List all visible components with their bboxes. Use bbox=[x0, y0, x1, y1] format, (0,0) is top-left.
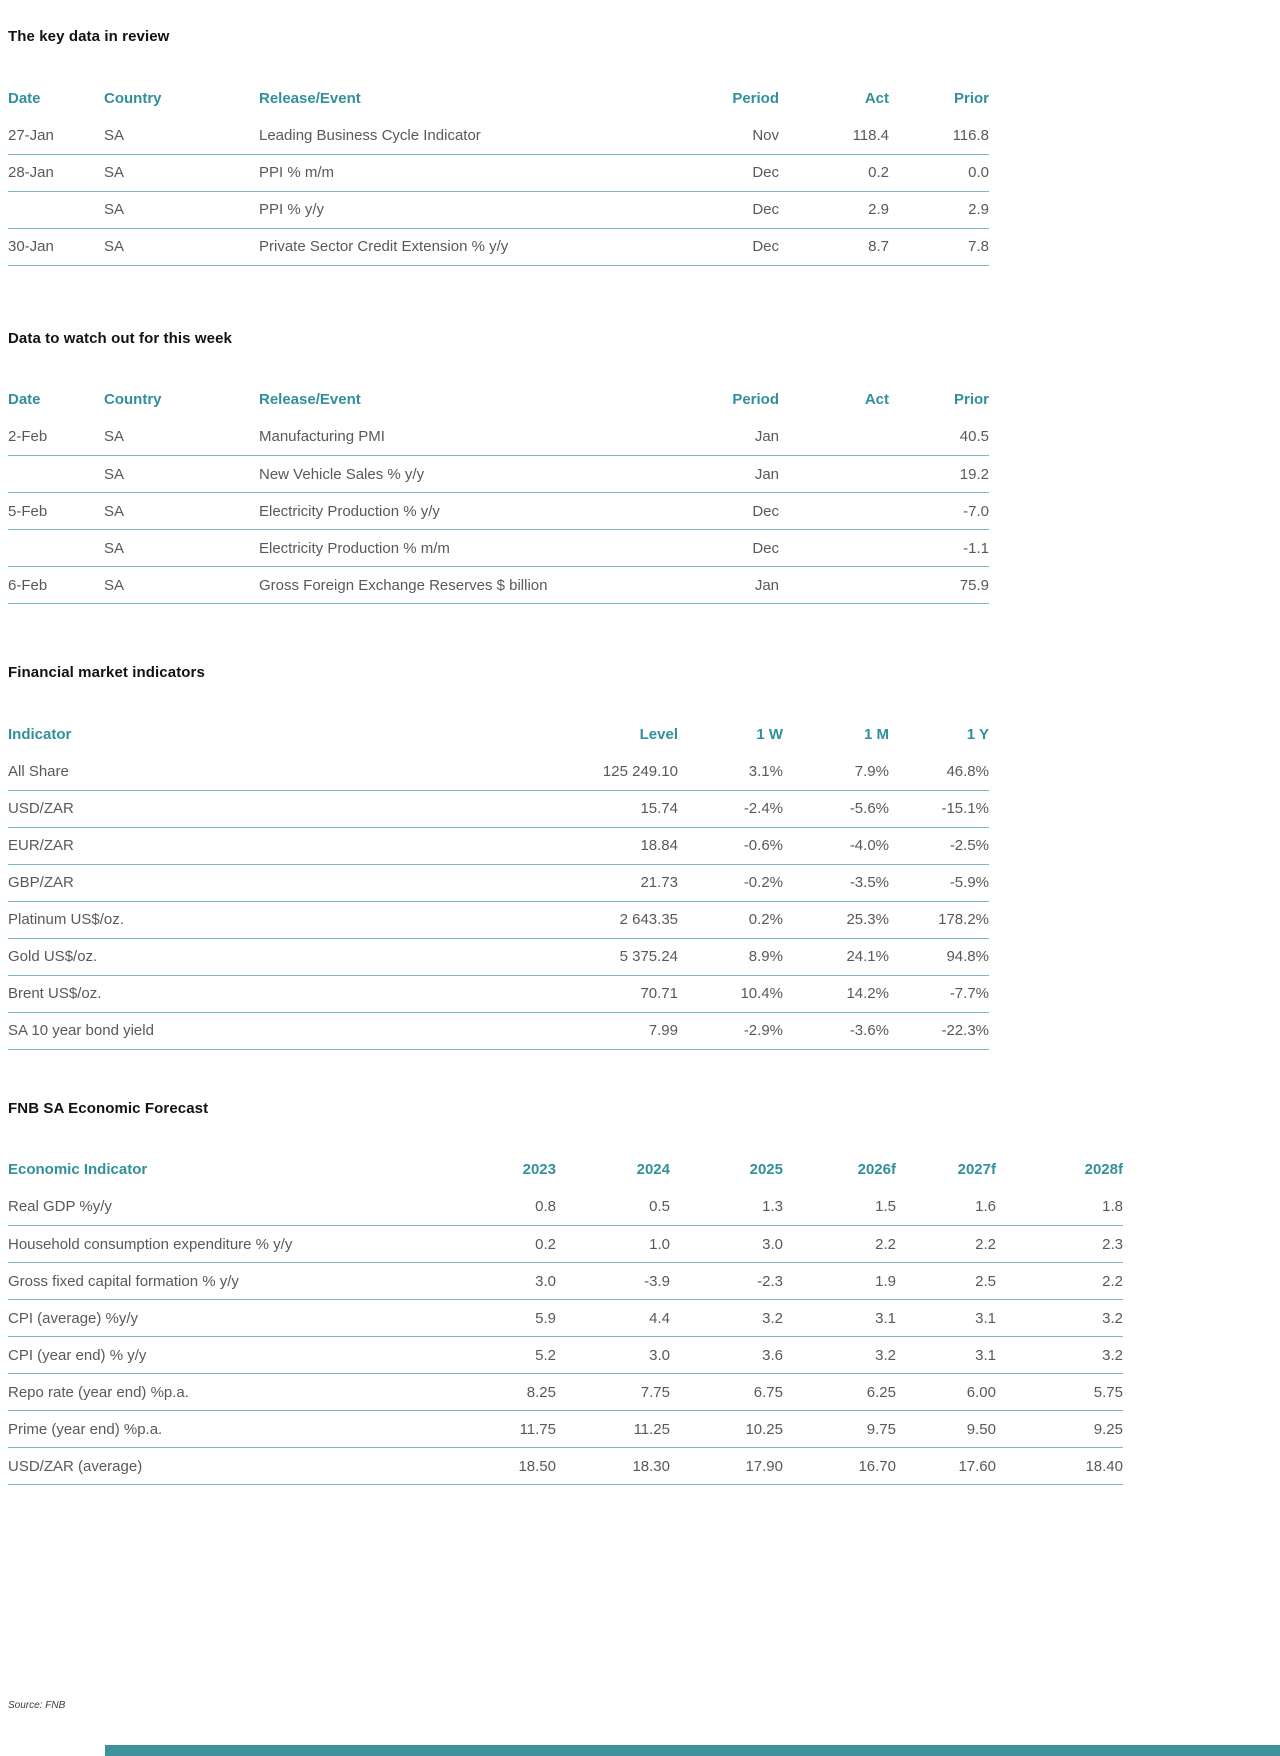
data-to-watch-table bbox=[8, 381, 1272, 605]
column-header: 2024 bbox=[636, 1161, 670, 1178]
cell: 5-Feb bbox=[8, 493, 104, 530]
column-header: 2028f bbox=[1084, 1161, 1123, 1178]
cell: 4.4 bbox=[556, 1300, 670, 1337]
cell bbox=[779, 419, 889, 456]
cell: 46.8% bbox=[889, 753, 989, 790]
column-header: Country bbox=[104, 89, 162, 107]
table-row bbox=[8, 1012, 989, 1049]
cell: 5.75 bbox=[996, 1374, 1123, 1411]
table-row bbox=[8, 790, 989, 827]
cell: -2.9% bbox=[678, 1012, 783, 1049]
cell: 2.2 bbox=[783, 1226, 896, 1263]
cell: 2.9 bbox=[889, 191, 989, 228]
table-row bbox=[8, 1300, 1123, 1337]
cell: SA 10 year bond yield bbox=[8, 1012, 568, 1049]
table-row bbox=[8, 753, 989, 790]
cell: 5.2 bbox=[438, 1337, 556, 1374]
column-header: Economic Indicator bbox=[8, 1161, 148, 1178]
cell: -3.6% bbox=[783, 1012, 889, 1049]
cell: Dec bbox=[679, 530, 779, 567]
cell: 118.4 bbox=[779, 117, 889, 154]
cell: -2.3 bbox=[670, 1263, 783, 1300]
cell: -5.6% bbox=[783, 790, 889, 827]
financial-market-indicators-table bbox=[8, 715, 1272, 1050]
table-row bbox=[8, 530, 989, 567]
cell: PPI % y/y bbox=[259, 191, 679, 228]
cell: Repo rate (year end) %p.a. bbox=[8, 1374, 438, 1411]
cell: Dec bbox=[679, 228, 779, 265]
column-header: Indicator bbox=[8, 725, 72, 743]
cell: 1.6 bbox=[896, 1189, 996, 1226]
cell: -5.9% bbox=[889, 864, 989, 901]
cell: SA bbox=[104, 493, 259, 530]
cell: 30-Jan bbox=[8, 228, 104, 265]
column-header: 2025 bbox=[749, 1161, 783, 1178]
cell: -22.3% bbox=[889, 1012, 989, 1049]
cell: 1.5 bbox=[783, 1189, 896, 1226]
key-data-review-table bbox=[8, 79, 1272, 266]
cell: 9.75 bbox=[783, 1411, 896, 1448]
cell: Electricity Production % m/m bbox=[259, 530, 679, 567]
cell: -4.0% bbox=[783, 827, 889, 864]
cell: 0.0 bbox=[889, 154, 989, 191]
table-row bbox=[8, 1189, 1123, 1226]
cell: -3.9 bbox=[556, 1263, 670, 1300]
cell: Gross fixed capital formation % y/y bbox=[8, 1263, 438, 1300]
cell: SA bbox=[104, 419, 259, 456]
cell: Real GDP %y/y bbox=[8, 1189, 438, 1226]
cell: 17.90 bbox=[670, 1448, 783, 1485]
table-row bbox=[8, 456, 989, 493]
cell: Jan bbox=[679, 419, 779, 456]
cell: 3.2 bbox=[783, 1337, 896, 1374]
cell: SA bbox=[104, 191, 259, 228]
column-header: 2026f bbox=[857, 1161, 896, 1178]
cell: Dec bbox=[679, 154, 779, 191]
cell: 0.2 bbox=[438, 1226, 556, 1263]
cell: 18.50 bbox=[438, 1448, 556, 1485]
cell: Jan bbox=[679, 456, 779, 493]
table-row bbox=[8, 938, 989, 975]
table-row bbox=[8, 154, 989, 191]
table-row bbox=[8, 191, 989, 228]
cell: 3.1 bbox=[896, 1337, 996, 1374]
cell: 28-Jan bbox=[8, 154, 104, 191]
cell: 21.73 bbox=[568, 864, 678, 901]
column-header: Release/Event bbox=[259, 89, 361, 107]
section-title-economic-forecast: FNB SA Economic Forecast bbox=[8, 1099, 209, 1117]
column-header: 2023 bbox=[522, 1161, 556, 1178]
cell: 10.25 bbox=[670, 1411, 783, 1448]
cell: 25.3% bbox=[783, 901, 889, 938]
column-header: Date bbox=[8, 391, 41, 408]
cell: 11.25 bbox=[556, 1411, 670, 1448]
cell bbox=[779, 567, 889, 604]
cell: SA bbox=[104, 117, 259, 154]
cell: SA bbox=[104, 567, 259, 604]
cell: -0.2% bbox=[678, 864, 783, 901]
cell: EUR/ZAR bbox=[8, 827, 568, 864]
cell: 6.75 bbox=[670, 1374, 783, 1411]
cell: 0.8 bbox=[438, 1189, 556, 1226]
cell: 18.30 bbox=[556, 1448, 670, 1485]
cell: -7.0 bbox=[889, 493, 989, 530]
cell: New Vehicle Sales % y/y bbox=[259, 456, 679, 493]
cell: 11.75 bbox=[438, 1411, 556, 1448]
cell: 9.50 bbox=[896, 1411, 996, 1448]
cell: 125 249.10 bbox=[568, 753, 678, 790]
column-header: Act bbox=[864, 89, 889, 107]
cell: 3.0 bbox=[556, 1337, 670, 1374]
cell: 19.2 bbox=[889, 456, 989, 493]
cell: 1.9 bbox=[783, 1263, 896, 1300]
cell: GBP/ZAR bbox=[8, 864, 568, 901]
cell: 75.9 bbox=[889, 567, 989, 604]
cell: 1.0 bbox=[556, 1226, 670, 1263]
cell: 94.8% bbox=[889, 938, 989, 975]
cell: 2 643.35 bbox=[568, 901, 678, 938]
cell: SA bbox=[104, 456, 259, 493]
cell: 3.1 bbox=[783, 1300, 896, 1337]
column-header: 2027f bbox=[957, 1161, 996, 1178]
section-title-data-to-watch: Data to watch out for this week bbox=[8, 329, 232, 347]
cell: 7.8 bbox=[889, 228, 989, 265]
cell: -2.4% bbox=[678, 790, 783, 827]
cell: 18.84 bbox=[568, 827, 678, 864]
cell: Electricity Production % y/y bbox=[259, 493, 679, 530]
section-economic-forecast bbox=[8, 1100, 1272, 1486]
cell: 7.9% bbox=[783, 753, 889, 790]
cell: 178.2% bbox=[889, 901, 989, 938]
header-row bbox=[8, 1151, 1123, 1189]
cell: USD/ZAR bbox=[8, 790, 568, 827]
cell: Brent US$/oz. bbox=[8, 975, 568, 1012]
cell: 7.75 bbox=[556, 1374, 670, 1411]
cell: 3.1% bbox=[678, 753, 783, 790]
column-header: 1 M bbox=[863, 725, 889, 743]
cell: -0.6% bbox=[678, 827, 783, 864]
cell: 0.2 bbox=[779, 154, 889, 191]
cell: 1.3 bbox=[670, 1189, 783, 1226]
cell: All Share bbox=[8, 753, 568, 790]
table-row bbox=[8, 228, 989, 265]
cell bbox=[8, 530, 104, 567]
table-row bbox=[8, 1411, 1123, 1448]
cell: Household consumption expenditure % y/y bbox=[8, 1226, 438, 1263]
cell: Dec bbox=[679, 493, 779, 530]
cell: Manufacturing PMI bbox=[259, 419, 679, 456]
header-row bbox=[8, 381, 989, 419]
cell: 8.7 bbox=[779, 228, 889, 265]
cell: 1.8 bbox=[996, 1189, 1123, 1226]
cell: 6-Feb bbox=[8, 567, 104, 604]
cell: Leading Business Cycle Indicator bbox=[259, 117, 679, 154]
cell: CPI (average) %y/y bbox=[8, 1300, 438, 1337]
cell bbox=[8, 191, 104, 228]
table-row bbox=[8, 975, 989, 1012]
cell: 2.2 bbox=[896, 1226, 996, 1263]
cell bbox=[779, 493, 889, 530]
table-row bbox=[8, 117, 989, 154]
table-row bbox=[8, 1448, 1123, 1485]
cell: 2.3 bbox=[996, 1226, 1123, 1263]
cell: 5.9 bbox=[438, 1300, 556, 1337]
column-header: 1 W bbox=[756, 725, 783, 743]
cell: USD/ZAR (average) bbox=[8, 1448, 438, 1485]
cell: 70.71 bbox=[568, 975, 678, 1012]
table-row bbox=[8, 419, 989, 456]
cell: 116.8 bbox=[889, 117, 989, 154]
cell: CPI (year end) % y/y bbox=[8, 1337, 438, 1374]
cell: 0.5 bbox=[556, 1189, 670, 1226]
cell: -15.1% bbox=[889, 790, 989, 827]
column-header: Date bbox=[8, 89, 41, 107]
cell: -7.7% bbox=[889, 975, 989, 1012]
cell: 14.2% bbox=[783, 975, 889, 1012]
column-header: Country bbox=[104, 391, 162, 408]
cell: 5 375.24 bbox=[568, 938, 678, 975]
cell: 24.1% bbox=[783, 938, 889, 975]
cell: 0.2% bbox=[678, 901, 783, 938]
cell: SA bbox=[104, 530, 259, 567]
table-row bbox=[8, 1263, 1123, 1300]
cell: -2.5% bbox=[889, 827, 989, 864]
cell: 3.0 bbox=[438, 1263, 556, 1300]
cell bbox=[779, 456, 889, 493]
cell: 7.99 bbox=[568, 1012, 678, 1049]
footer-accent-bar bbox=[105, 1745, 1280, 1756]
table-row bbox=[8, 901, 989, 938]
cell: PPI % m/m bbox=[259, 154, 679, 191]
cell: 3.1 bbox=[896, 1300, 996, 1337]
cell: Gross Foreign Exchange Reserves $ billion bbox=[259, 567, 679, 604]
column-header: Prior bbox=[953, 89, 989, 107]
section-financial-market-indicators bbox=[8, 664, 1272, 1050]
column-header: Release/Event bbox=[259, 391, 361, 408]
cell: 17.60 bbox=[896, 1448, 996, 1485]
cell: 6.25 bbox=[783, 1374, 896, 1411]
column-header: Prior bbox=[953, 391, 989, 408]
cell: Private Sector Credit Extension % y/y bbox=[259, 228, 679, 265]
cell: 2-Feb bbox=[8, 419, 104, 456]
cell: SA bbox=[104, 154, 259, 191]
cell: -1.1 bbox=[889, 530, 989, 567]
source-note: Source: FNB bbox=[8, 1700, 66, 1711]
header-row bbox=[8, 79, 989, 117]
cell: SA bbox=[104, 228, 259, 265]
cell: 6.00 bbox=[896, 1374, 996, 1411]
cell: 8.9% bbox=[678, 938, 783, 975]
column-header: Period bbox=[732, 391, 779, 408]
section-title-key-data-review: The key data in review bbox=[8, 28, 170, 45]
column-header: Act bbox=[864, 391, 889, 408]
cell: 15.74 bbox=[568, 790, 678, 827]
cell: 3.6 bbox=[670, 1337, 783, 1374]
section-key-data-review bbox=[8, 28, 1272, 266]
table-row bbox=[8, 1337, 1123, 1374]
column-header: 1 Y bbox=[966, 725, 989, 743]
cell: Dec bbox=[679, 191, 779, 228]
table-row bbox=[8, 827, 989, 864]
cell: Jan bbox=[679, 567, 779, 604]
cell: 2.5 bbox=[896, 1263, 996, 1300]
economic-forecast-table bbox=[8, 1151, 1272, 1486]
cell: 40.5 bbox=[889, 419, 989, 456]
cell: Platinum US$/oz. bbox=[8, 901, 568, 938]
cell: 16.70 bbox=[783, 1448, 896, 1485]
column-header: Period bbox=[732, 89, 779, 107]
table-row bbox=[8, 1374, 1123, 1411]
cell: Nov bbox=[679, 117, 779, 154]
table-row bbox=[8, 567, 989, 604]
table-row bbox=[8, 864, 989, 901]
section-title-financial-market-indicators: Financial market indicators bbox=[8, 664, 205, 681]
cell: 2.2 bbox=[996, 1263, 1123, 1300]
cell: 10.4% bbox=[678, 975, 783, 1012]
cell: 2.9 bbox=[779, 191, 889, 228]
cell: 9.25 bbox=[996, 1411, 1123, 1448]
header-row bbox=[8, 715, 989, 753]
cell: Gold US$/oz. bbox=[8, 938, 568, 975]
cell: 3.2 bbox=[670, 1300, 783, 1337]
cell: 27-Jan bbox=[8, 117, 104, 154]
cell: 3.2 bbox=[996, 1337, 1123, 1374]
cell: 3.0 bbox=[670, 1226, 783, 1263]
table-row bbox=[8, 1226, 1123, 1263]
cell: Prime (year end) %p.a. bbox=[8, 1411, 438, 1448]
cell: 18.40 bbox=[996, 1448, 1123, 1485]
column-header: Level bbox=[639, 725, 678, 743]
cell bbox=[8, 456, 104, 493]
cell: -3.5% bbox=[783, 864, 889, 901]
cell bbox=[779, 530, 889, 567]
table-row bbox=[8, 493, 989, 530]
section-data-to-watch bbox=[8, 330, 1272, 605]
cell: 8.25 bbox=[438, 1374, 556, 1411]
cell: 3.2 bbox=[996, 1300, 1123, 1337]
